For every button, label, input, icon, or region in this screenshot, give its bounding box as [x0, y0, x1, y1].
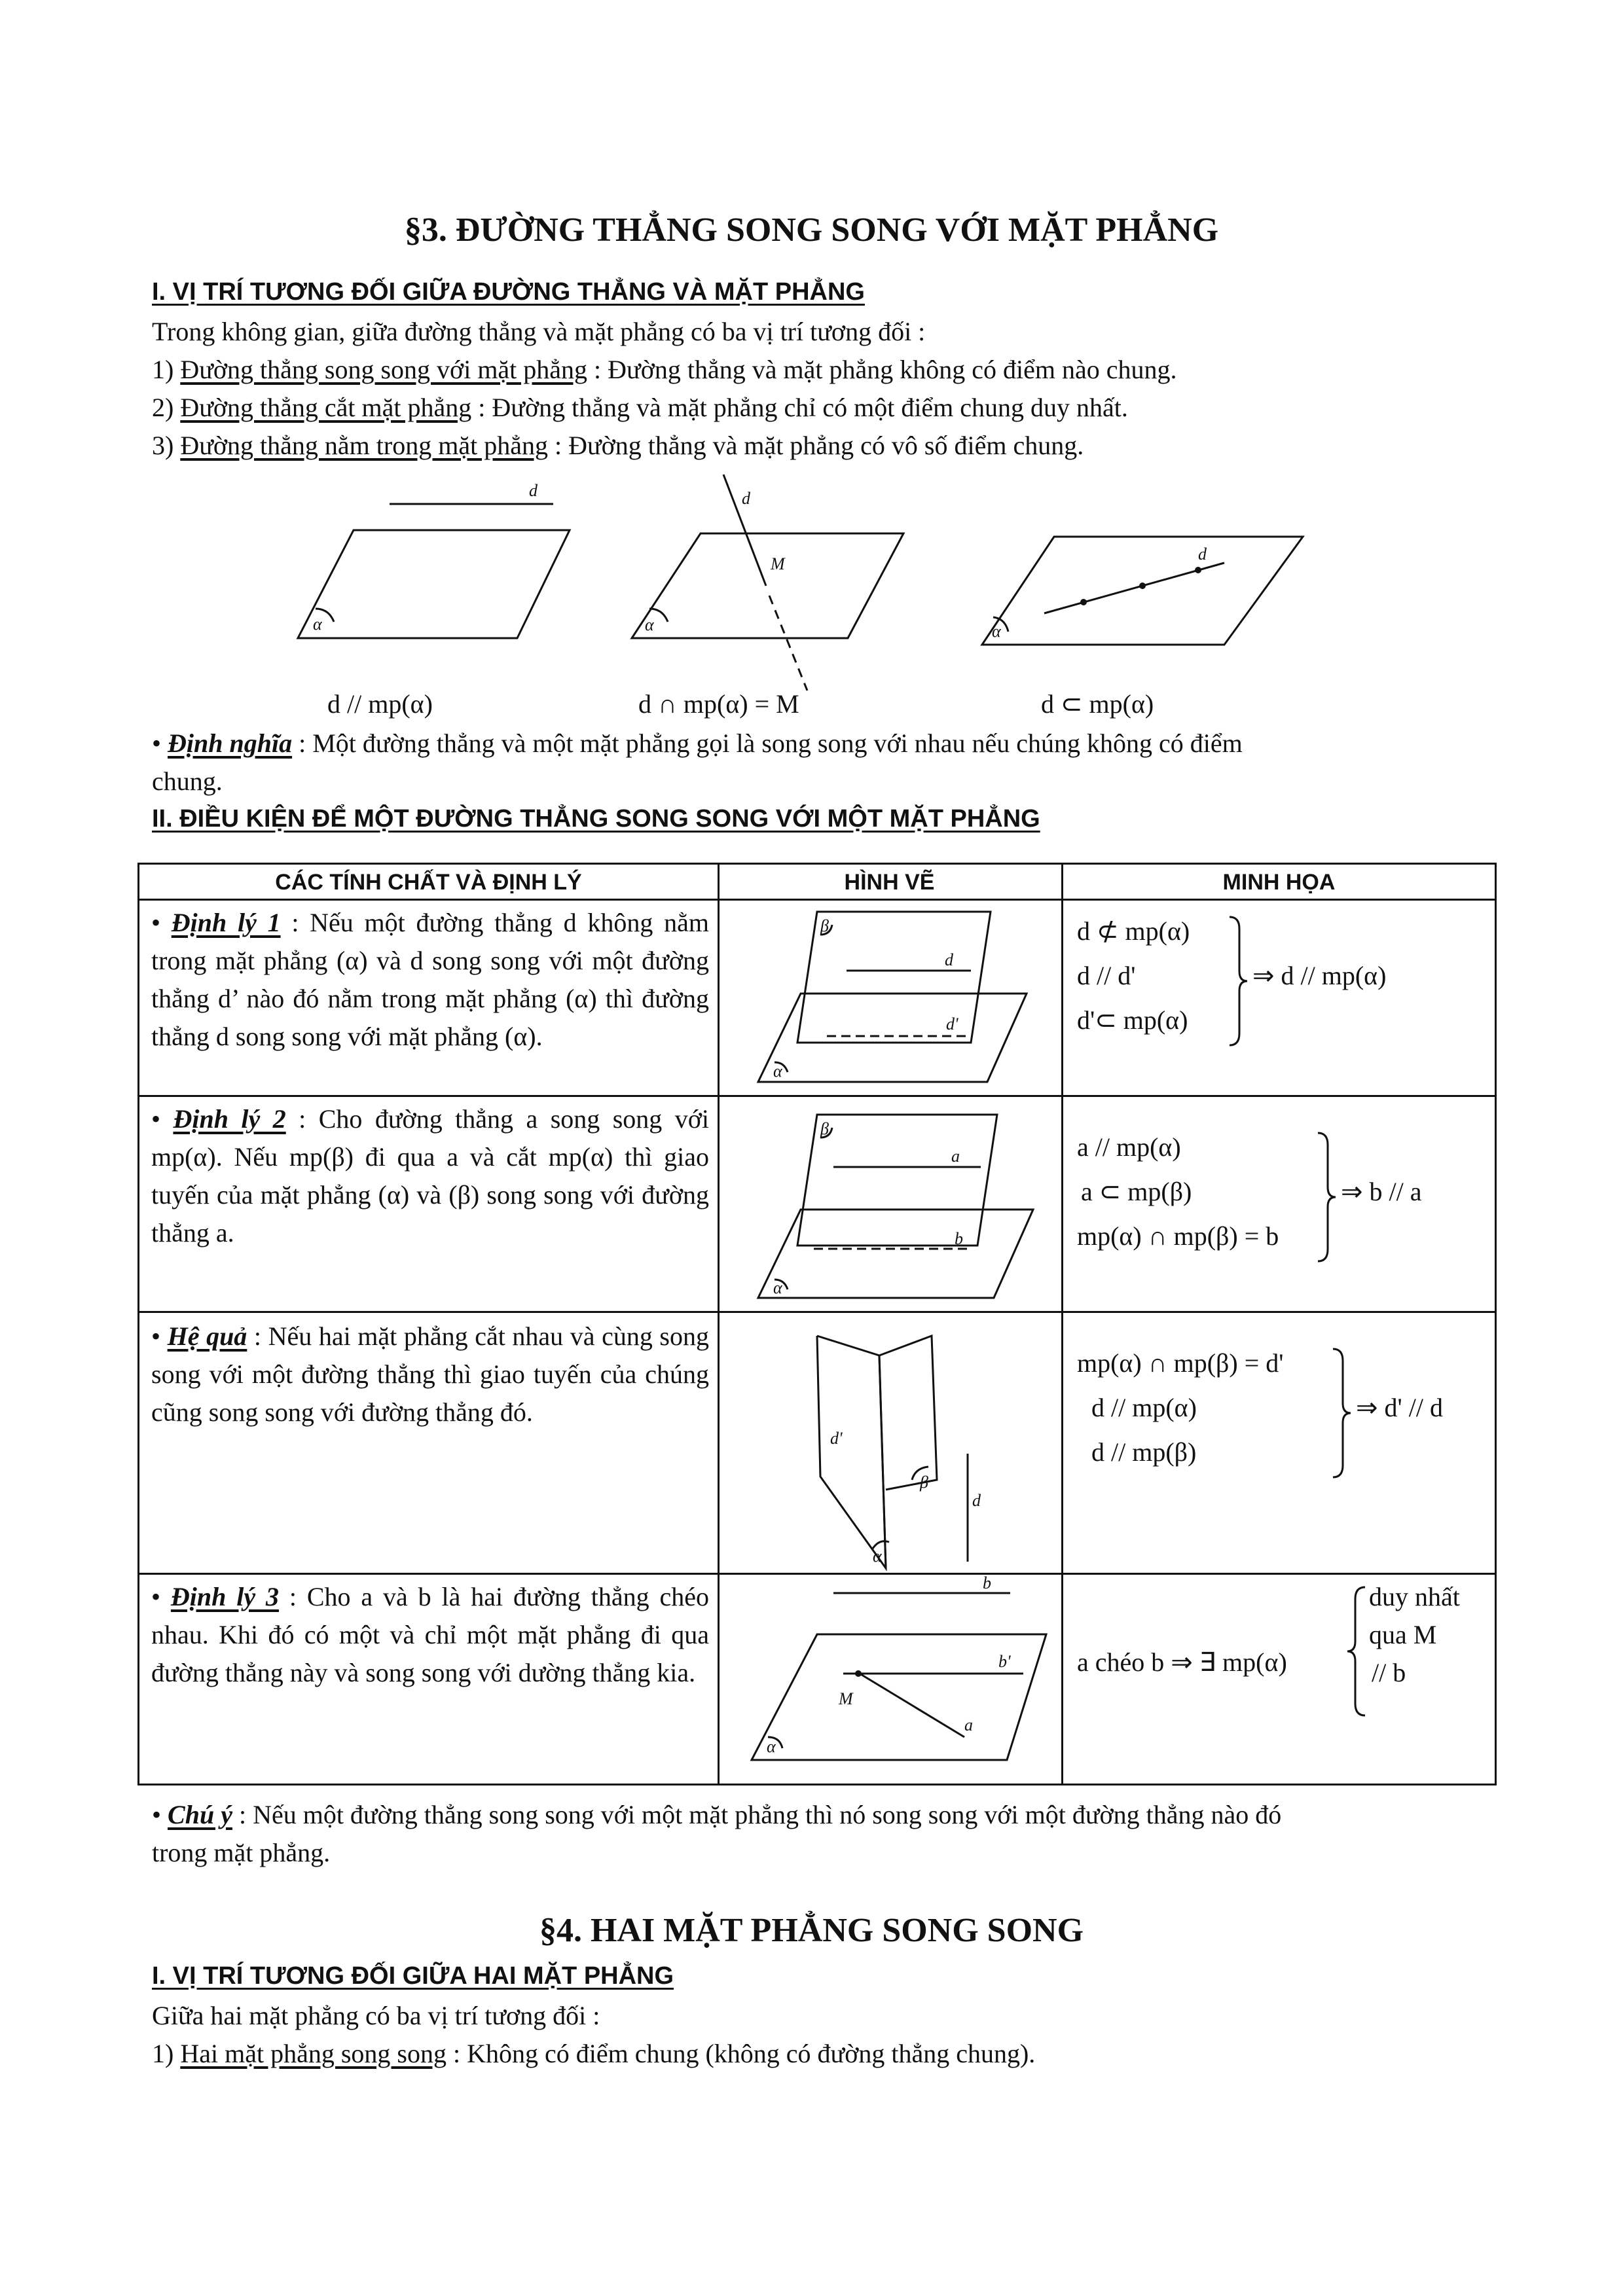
- table-header-figure: HÌNH VẼ: [844, 870, 935, 895]
- row-divider: [139, 1311, 1495, 1313]
- figure-line-parallel-plane: [288, 478, 629, 648]
- figure-caption-2: d ∩ mp(α) = M: [638, 689, 799, 719]
- point: [1139, 583, 1146, 589]
- condition: a // mp(α): [1077, 1132, 1181, 1162]
- plane-alpha: [632, 533, 903, 638]
- note-line-2: trong mặt phẳng.: [152, 1838, 331, 1867]
- label-b: b: [955, 1229, 963, 1248]
- label-d-prime: d': [830, 1429, 843, 1448]
- plane-alpha-half: [817, 1336, 886, 1568]
- section-4-intro: Giữa hai mặt phẳng có ba vị trí tương đối :: [152, 2001, 600, 2030]
- section-3-1-heading: I. VỊ TRÍ TƯƠNG ĐỐI GIỮA ĐƯỜNG THẲNG VÀ MẶT PHẲNG: [152, 278, 865, 306]
- section-4-1-heading: I. VỊ TRÍ TƯƠNG ĐỐI GIỮA HAI MẶT PHẲNG: [152, 1962, 674, 1990]
- label-alpha: α: [773, 1062, 782, 1081]
- label-alpha: α: [773, 1278, 782, 1297]
- condition: a ⊂ mp(β): [1081, 1177, 1192, 1206]
- condition: d ⊄ mp(α): [1077, 916, 1190, 946]
- label-d: d: [972, 1491, 981, 1510]
- bullet: •: [151, 1582, 161, 1611]
- plane-alpha: [758, 1210, 1033, 1298]
- label-b-prime: b': [998, 1652, 1011, 1671]
- point-M: [855, 1670, 862, 1677]
- theorem-term: Định lý 2: [173, 1104, 286, 1134]
- corollary-conditions: [1077, 1341, 1283, 1475]
- point: [1080, 599, 1087, 605]
- theorem-body: : Cho a và b là hai đường thẳng chéo nhau. Khi đó có một và chỉ một mặt phẳng đi qua đường thẳng này và song song với dường thẳng kia.: [151, 1582, 709, 1687]
- bullet: •: [152, 1800, 162, 1829]
- figure-line-in-plane: [979, 533, 1319, 658]
- theorem-body: : Nếu một đường thẳng d không nằm trong mặt phẳng (α) và d song song với một đường thẳng d’ nào đó nằm trong mặt phẳng (α) thì đường thẳng d song song với mặt phẳng (α).: [151, 908, 709, 1051]
- label-beta: β: [820, 916, 829, 935]
- row-divider: [139, 1095, 1495, 1097]
- condition: mp(α) ∩ mp(β) = d': [1077, 1348, 1284, 1378]
- condition: mp(α) ∩ mp(β) = b: [1077, 1221, 1279, 1251]
- theorem-3-figure: [748, 1573, 1056, 1773]
- theorem-term: Định lý 3: [170, 1582, 279, 1611]
- figure-caption-1: d // mp(α): [327, 689, 433, 719]
- intro-text: Trong không gian, giữa đường thẳng và mặt phẳng có ba vị trí tương đối :: [152, 317, 926, 346]
- item-number: 1): [152, 355, 181, 384]
- table-header-properties: CÁC TÍNH CHẤT VÀ ĐỊNH LÝ: [275, 870, 582, 895]
- plane-alpha: [298, 530, 570, 638]
- label-d: d: [742, 489, 750, 508]
- section-3-2-heading: II. ĐIỀU KIỆN ĐỂ MỘT ĐƯỜNG THẲNG SONG SONG VỚI MỘT MẶT PHẲNG: [152, 805, 1040, 833]
- item-term: Đường thẳng nằm trong mặt phẳng: [180, 431, 548, 460]
- conditions-table: [137, 863, 1497, 1785]
- item-desc: : Không có điểm chung (không có đường thẳng chung).: [446, 2039, 1036, 2068]
- theorem-2-figure: [755, 1108, 1043, 1304]
- condition: d // d': [1077, 961, 1136, 990]
- section-3-title: §3. ĐƯỜNG THẲNG SONG SONG VỚI MẶT PHẲNG: [404, 211, 1219, 249]
- line-a: [856, 1672, 964, 1737]
- corollary-result: ⇒ d' // d: [1356, 1393, 1443, 1422]
- theorem-2-result: ⇒ b // a: [1341, 1177, 1422, 1206]
- theorem-3-brace: [1344, 1586, 1370, 1717]
- row-divider: [139, 899, 1495, 901]
- label-alpha: α: [992, 622, 1001, 641]
- table-header-illustration: MINH HỌA: [1222, 870, 1336, 895]
- label-d: d: [945, 950, 953, 969]
- note-term: Chú ý: [168, 1800, 232, 1829]
- position-item-3: [152, 427, 1084, 465]
- corollary-text: [151, 1318, 709, 1431]
- corollary-figure: [794, 1323, 1017, 1571]
- condition: d'⊂ mp(α): [1077, 1005, 1188, 1035]
- item-term: Đường thẳng cắt mặt phẳng: [180, 393, 472, 422]
- line-d-dashed: [769, 596, 807, 691]
- condition: d // mp(β): [1091, 1437, 1197, 1467]
- figure-caption-3: d ⊂ mp(α): [1041, 689, 1154, 719]
- row-divider: [139, 1573, 1495, 1575]
- theorem-body: : Cho đường thẳng a song song với mp(α). Nếu mp(β) đi qua a và cắt mp(α) thì giao tuyến của mặt phẳng (α) và (β) song song với đường thẳng a.: [151, 1104, 709, 1247]
- bullet: •: [151, 1321, 161, 1351]
- theorem-1-figure: [755, 905, 1036, 1088]
- bullet: •: [151, 908, 161, 937]
- theorem-3-premise: a chéo b ⇒ ∃ mp(α): [1077, 1647, 1287, 1677]
- label-M: M: [839, 1689, 853, 1708]
- condition: d // mp(α): [1091, 1393, 1197, 1422]
- definition-line-2: chung.: [152, 766, 223, 796]
- theorem-1-text: [151, 904, 709, 1056]
- note-text: : Nếu một đường thẳng song song với một mặt phẳng thì nó song song với một đường thẳng nào đó: [232, 1800, 1282, 1829]
- label-d: d: [529, 481, 538, 500]
- theorem-term: Hệ quả: [167, 1321, 247, 1351]
- bullet: •: [152, 728, 162, 758]
- theorem-3-text: [151, 1578, 709, 1692]
- column-divider: [718, 865, 720, 1784]
- item-number: 3): [152, 431, 181, 460]
- label-alpha: α: [313, 615, 322, 634]
- position-item-1: [152, 351, 1176, 389]
- item-number: 1): [152, 2039, 181, 2068]
- label-d: d: [1198, 545, 1207, 564]
- label-d-prime: d': [946, 1014, 958, 1033]
- conclusion: qua M: [1369, 1620, 1437, 1649]
- theorem-1-conditions: [1077, 909, 1190, 1043]
- bullet: •: [151, 1104, 161, 1134]
- figure-line-cuts-plane: [625, 475, 939, 691]
- item-term: Đường thẳng song song với mặt phẳng: [180, 355, 588, 384]
- item-desc: : Đường thẳng và mặt phẳng chỉ có một điểm chung duy nhất.: [471, 393, 1128, 422]
- label-alpha: α: [767, 1737, 776, 1756]
- item-number: 2): [152, 393, 181, 422]
- definition-term: Định nghĩa: [168, 728, 293, 758]
- theorem-2-text: [151, 1100, 709, 1252]
- label-beta: β: [820, 1119, 829, 1138]
- section-4-item-1: [152, 2035, 1035, 2073]
- position-item-2: [152, 389, 1128, 427]
- label-alpha: α: [873, 1547, 882, 1566]
- label-beta: β: [920, 1473, 928, 1492]
- definition-line-1: [152, 725, 1243, 762]
- label-M: M: [771, 554, 785, 573]
- section-4-title: §4. HAI MẶT PHẲNG SONG SONG: [539, 1912, 1084, 1949]
- theorem-term: Định lý 1: [171, 908, 281, 937]
- label-a: a: [964, 1715, 973, 1734]
- item-desc: : Đường thẳng và mặt phẳng không có điểm nào chung.: [587, 355, 1177, 384]
- corollary-brace: [1330, 1348, 1356, 1479]
- definition-text: : Một đường thẳng và một mặt phẳng gọi là song song với nhau nếu chúng không có điểm: [292, 728, 1243, 758]
- item-term: Hai mặt phẳng song song: [180, 2039, 447, 2068]
- theorem-2-conditions: [1077, 1125, 1279, 1259]
- theorem-1-result: ⇒ d // mp(α): [1252, 961, 1387, 990]
- label-b: b: [983, 1573, 991, 1592]
- note-line-1: [152, 1796, 1281, 1834]
- line-d-prime: [879, 1355, 886, 1568]
- plane-alpha: [982, 537, 1303, 645]
- theorem-3-conclusions: [1369, 1578, 1460, 1692]
- label-alpha: α: [645, 615, 654, 634]
- label-a: a: [951, 1147, 960, 1166]
- theorem-body: : Nếu hai mặt phẳng cắt nhau và cùng song song với một đường thẳng thì giao tuyến của chúng cũng song song với đường thẳng đó.: [151, 1321, 709, 1427]
- conclusion: duy nhất: [1369, 1582, 1460, 1611]
- point: [1195, 567, 1201, 573]
- theorem-2-brace: [1315, 1132, 1341, 1263]
- item-desc: : Đường thẳng và mặt phẳng có vô số điểm chung.: [547, 431, 1084, 460]
- theorem-1-brace: [1226, 916, 1252, 1047]
- conclusion: // b: [1372, 1658, 1406, 1687]
- column-divider: [1061, 865, 1063, 1784]
